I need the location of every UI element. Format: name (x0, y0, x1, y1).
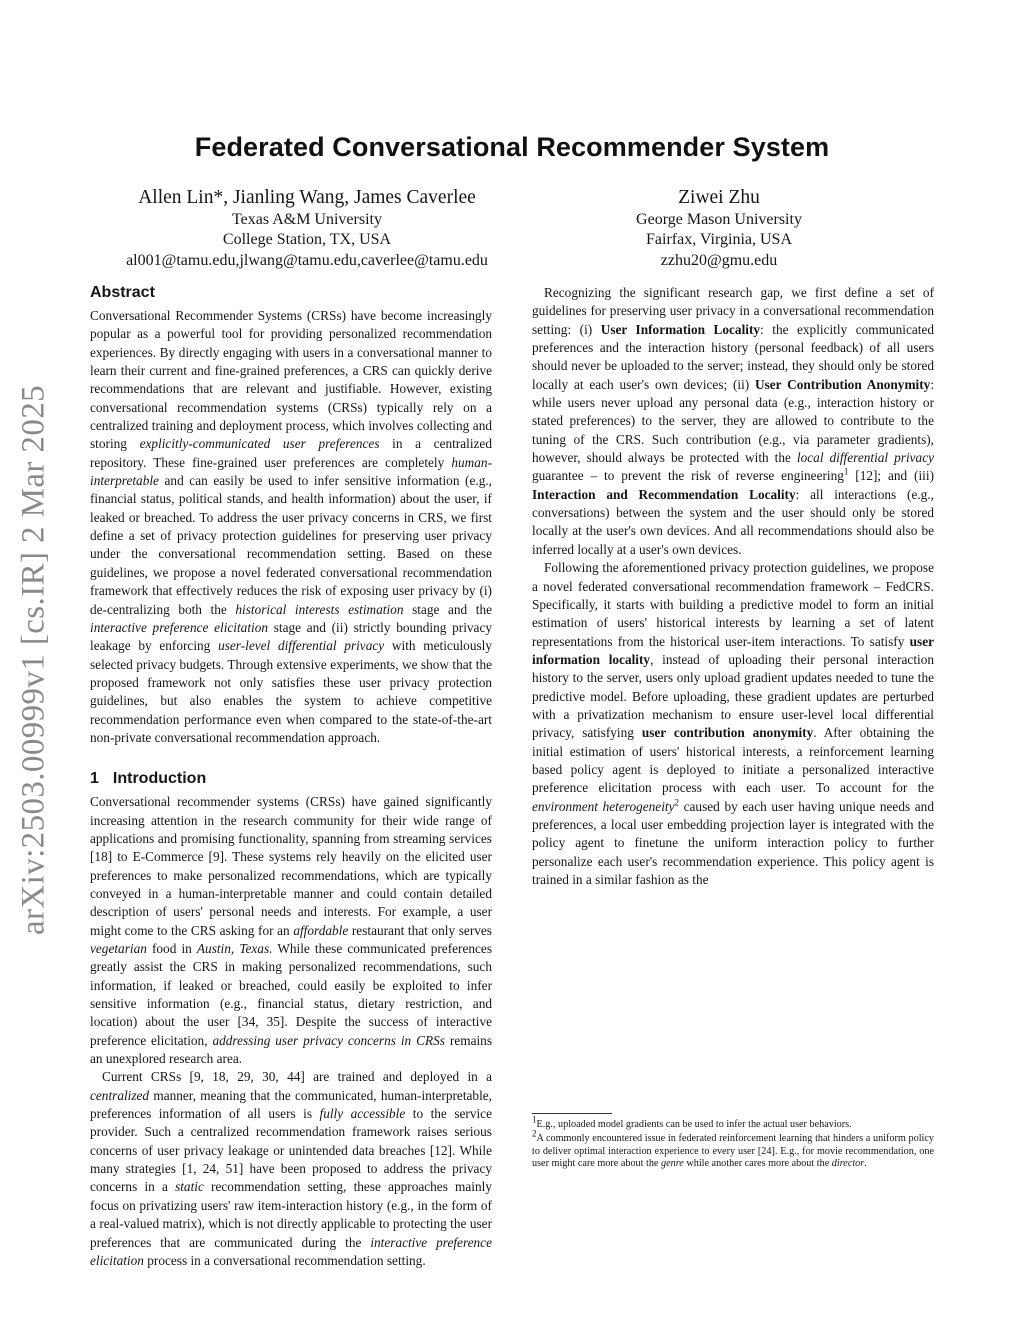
footnote-divider (532, 1113, 612, 1114)
author-names: Ziwei Zhu (678, 187, 760, 208)
footnote: $^2$A commonly encountered issue in federated reinforcement learning that hinders a uniform policy to deliver optimal interaction experience to every user [24]. E.g., for movie recommendation, one user might care more about the genre while another cares more about the director. (532, 1128, 934, 1170)
abstract-body: Conversational Recommender Systems (CRSs) have become increasingly popular as a powerful tool for providing personalized recommendation experiences. By directly engaging with users in a conversational manner to learn their current and fine-grained preferences, a CRS can quickly derive recommendations that are relevant and justifiable. However, existing conversational recommendation systems (CRSs) typically rely on a centralized training and deployment process, which involves collecting and storing explicitly-communicated user preferences in a centralized repository. These fine-grained user preferences are completely human-interpretable and can easily be used to infer sensitive information (e.g., financial status, political stands, and health information) about the user, if leaked or breached. To address the user privacy concerns in CRS, we first define a set of privacy protection guidelines for preserving user privacy under the conversational recommendation setting. Based on these guidelines, we propose a novel federated conversational recommendation framework that effectively reduces the risk of exposing user privacy by (i) de-centralizing both the historical interests estimation stage and the interactive preference elicitation stage and (ii) strictly bounding privacy leakage by enforcing user-level differential privacy with meticulously selected privacy budgets. Through extensive experiments, we show that the proposed framework not only satisfies these user privacy protection guidelines, but also enables the system to achieve competitive recommendation performance even when compared to the state-of-the-art non-private conversational recommendation approach. (90, 308, 492, 745)
author-location: Fairfax, Virginia, USA (646, 231, 792, 249)
author-email: al001@tamu.edu,jlwang@tamu.edu,caverlee@tamu.edu (126, 251, 488, 269)
footnote-ref[interactable]: 1 (843, 467, 849, 478)
author-email: zzhu20@gmu.edu (660, 251, 778, 269)
footnote-ref[interactable]: 2 (674, 797, 679, 808)
abstract-heading: Abstract (90, 284, 155, 301)
author-block-right (580, 185, 858, 271)
paragraph: Following the aforementioned privacy protection guidelines, we propose a novel federated conversational recommendation framework – FedCRS. Specifically, it starts with building a predictive model to form an initial estimation of users' historical interests by learning a set of latent representations from the historical user-item interactions. To satisfy user information locality, instead of uploading their personal interaction history to the server, users only upload gradient updates needed to tune the predictive model. Before uploading, these gradient updates are perturbed with a privatization mechanism to ensure user-level local differential privacy, satisfying user contribution anonymity. After obtaining the initial estimation of users' historical interests, a reinforcement learning based policy agent is deployed to initiate a personalized interactive preference elicitation process with each user. To account for the environment heterogeneity$^2$ caused by each user having unique needs and preferences, a local user embedding projection layer is integrated with the policy agent to finetune the uniform interaction policy to further personalize each user's recommendation experience. This policy agent is trained in a similar fashion as the (532, 560, 935, 887)
arxiv-identifier (4, 370, 64, 950)
author-block-left (92, 185, 522, 271)
arxiv-identifier-text: arXiv:2503.00999v1 [cs.IR] 2 Mar 2025 (15, 384, 52, 936)
paragraph: Conversational recommender systems (CRSs) have gained significantly increasing attention in the research community for their wide range of applications and promising functionality, spanning from streaming services [18] to E-Commerce [9]. These systems rely heavily on the elicited user preferences to make personalized recommendations, which are typically conveyed in a human-interpretable manner and could contain detailed description of users' personal needs and interests. For example, a user might come to the CRS asking for an affordable restaurant that only serves vegetarian food in Austin, Texas. While these communicated preferences greatly assist the CRS in making personalized recommendations, such information, if leaked or breached, could easily be exploited to infer sensitive information (e.g., financial status, dietary restriction, and location) about the user [34, 35]. Despite the success of interactive preference elicitation, addressing user privacy concerns in CRSs remains an unexplored research area. (90, 794, 492, 1067)
paragraph: Recognizing the significant research gap, we first define a set of guidelines for preserving user privacy in a conversational recommendation setting: (i) User Information Locality: the explicitly communicated preferences and the interaction history (personal feedback) of all users should never be uploaded to the server; instead, they should only be stored locally at each user's own devices; (ii) User Contribution Anonymity: while users never upload any personal data (e.g., interaction history or stated preferences) to the server, they are allowed to contribute to the tuning of the CRS. Such contribution (e.g., via parameter gradients), however, should always be protected with the local differential privacy guarantee – to prevent the risk of reverse engineering$^1$ [12]; and (iii) Interaction and Recommendation Locality: all interactions (e.g., conversations) between the system and the user should only be stored locally at the user's own devices. And all recommendations should also be inferred locally at a user's own devices. (532, 285, 935, 557)
author-location: College Station, TX, USA (222, 231, 392, 249)
section-number: 1 (90, 770, 99, 788)
author-affiliation: Texas A&M University (232, 211, 382, 228)
author-names: Allen Lin*, Jianling Wang, James Caverlee (138, 187, 476, 208)
author-affiliation: George Mason University (636, 211, 802, 228)
footnotes (532, 1113, 934, 1172)
right-column (532, 284, 934, 889)
paper-title: Federated Conversational Recommender System (194, 132, 830, 162)
section-title: Introduction (112, 770, 207, 788)
paragraph: Current CRSs [9, 18, 29, 30, 44] are trained and deployed in a centralized manner, meaning that the communicated, human-interpretable, preferences information of all users is fully accessible to the service provider. Such a centralized recommendation framework raises serious concerns of user privacy leakage or unintended data breaches [12]. While many strategies [1, 24, 51] have been proposed to address the privacy concerns in a static recommendation setting, these approaches mainly focus on privatizing users' raw item-interaction history (e.g., in the form of a real-valued matrix), which is not directly applicable to protecting the user preferences that are communicated during the interactive preference elicitation process in a conversational recommendation setting. (90, 1069, 492, 1268)
left-column (90, 283, 492, 1270)
introduction-heading (90, 769, 492, 789)
footnote: $^1$E.g., uploaded model gradients can be used to infer the actual user behaviors. (532, 1114, 852, 1130)
